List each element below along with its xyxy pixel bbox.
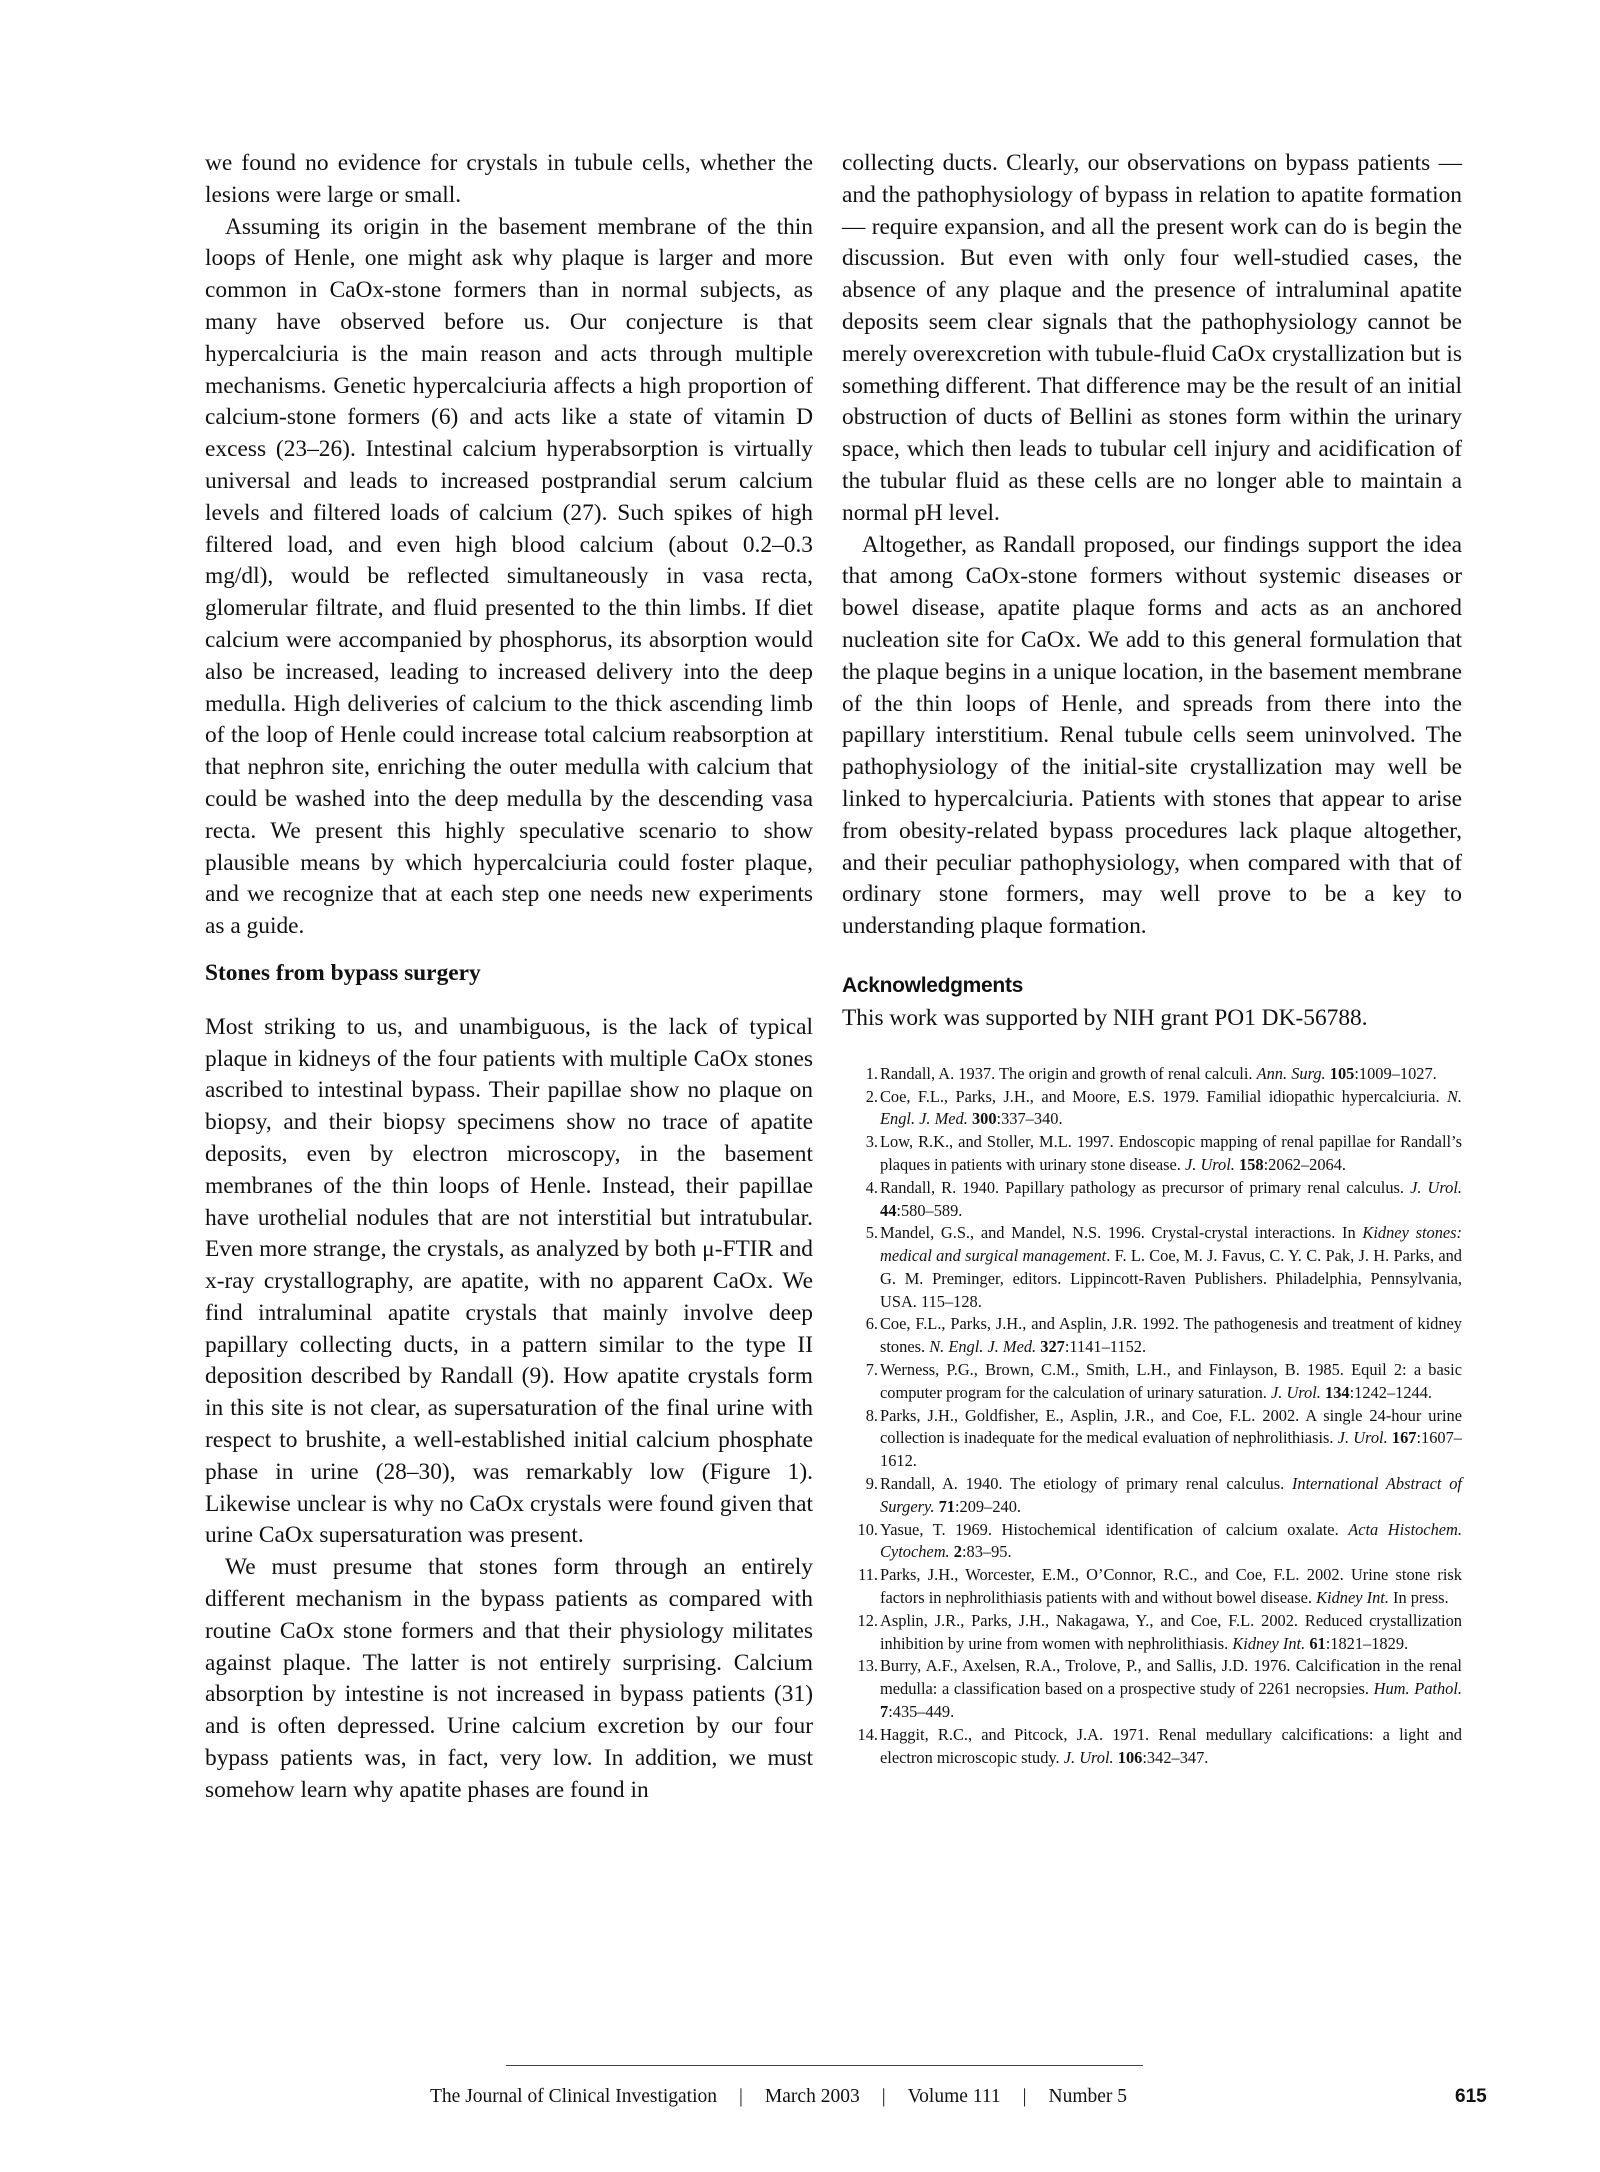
reference-authors-title: Low, R.K., and Stoller, M.L. 1997. Endoscopic mapping of renal papillae for Randall’s plaques in patients with urinary stone disease. (880, 1132, 1462, 1174)
body-paragraph: Assuming its origin in the basement membrane of the thin loops of Henle, one might ask why plaque is larger and more common in CaOx-stone formers than in normal subjects, as many have observed before us. Our conjecture is that hypercalciuria is the main reason and acts through multiple mechanisms. Genetic hypercalciuria affects a high proportion of calcium-stone formers (6) and acts like a state of vitamin D excess (23–26). Intestinal calcium hyperabsorption is virtually universal and leads to increased postprandial serum calcium levels and filtered loads of calcium (27). Such spikes of high filtered load, and even high blood calcium (about 0.2–0.3 mg/dl), would be reflected simultaneously in vasa recta, glomerular filtrate, and fluid presented to the thin limbs. If diet calcium were accompanied by phosphorus, its absorption would also be increased, leading to increased delivery into the deep medulla. High deliveries of calcium to the thick ascending limb of the loop of Henle could increase total calcium reabsorption at that nephron site, enriching the outer medulla with calcium that could be washed into the deep medulla by the descending vasa recta. We present this highly speculative scenario to show plausible means by which hypercalciuria could foster plaque, and we recognize that at each step one needs new experiments as a guide. (205, 213, 813, 940)
footer-separator: | (739, 2086, 743, 2107)
issue-number: Number 5 (1048, 2086, 1128, 2107)
reference-pages: :337–340. (996, 1109, 1063, 1129)
body-paragraph: collecting ducts. Clearly, our observations on bypass patients — and the pathophysiology of bypass in relation to apatite formation — require expansion, and all the present work can do is begin the discussion. But even with only four well-studied cases, the absence of any plaque and the presence of intraluminal apatite deposits seem clear signals that the pathophysiology cannot be merely overexcretion with tubule-fluid CaOx crystallization but is something different. That difference may be the result of an initial obstruction of ducts of Bellini as stones form within the urinary space, which then leads to tubular cell injury and acidification of the tubular fluid as these cells are no longer able to maintain a normal pH level. (842, 150, 1462, 526)
reference-number: 13. (857, 1656, 878, 1676)
reference-number: 14. (857, 1724, 878, 1744)
reference-authors-title: Haggit, R.C., and Pitcock, J.A. 1971. Renal medullary calcifications: a light and electron microscopic study. (880, 1724, 1462, 1767)
reference-number: 5. (865, 1223, 878, 1243)
volume-label: Volume 111 (907, 2086, 1001, 2107)
reference-item (842, 1655, 1462, 1723)
reference-item (842, 1086, 1462, 1132)
reference-item (842, 1564, 1462, 1610)
reference-authors-title: Asplin, J.R., Parks, J.H., Nakagawa, Y., and Coe, F.L. 2002. Reduced crystallization inhibition by urine from women with nephrolithiasis. (880, 1610, 1462, 1653)
reference-volume: 2 (953, 1542, 962, 1562)
reference-volume: 327 (1040, 1337, 1065, 1357)
reference-item (842, 1177, 1462, 1223)
acknowledgments-text: This work was supported by NIH grant PO1 DK-56788. (842, 1004, 1368, 1031)
reference-journal: N. Engl. J. Med. (880, 1086, 1462, 1129)
reference-journal: Hum. Pathol. (1373, 1679, 1462, 1699)
reference-authors-title: Mandel, G.S., and Mandel, N.S. 1996. Crystal-crystal interactions. In (880, 1223, 1363, 1243)
reference-number: 6. (865, 1314, 878, 1334)
reference-item (842, 1063, 1462, 1086)
reference-volume: 134 (1325, 1382, 1350, 1402)
reference-volume: 61 (1309, 1633, 1326, 1653)
page-number: 615 (1455, 2086, 1487, 2107)
reference-item (842, 1131, 1462, 1177)
reference-number: 8. (865, 1405, 878, 1425)
reference-volume: 7 (880, 1702, 889, 1722)
reference-pages: :2062–2064. (1263, 1154, 1347, 1174)
reference-pages: :1821–1829. (1325, 1633, 1409, 1653)
body-paragraph: we found no evidence for crystals in tubule cells, whether the lesions were large or small. (205, 150, 813, 208)
reference-list (842, 1063, 1462, 1770)
reference-journal: Ann. Surg. (1256, 1063, 1326, 1083)
footer-divider (506, 2065, 1143, 2066)
body-paragraph: Altogether, as Randall proposed, our findings support the idea that among CaOx-stone formers without systemic diseases or bowel disease, apatite plaque forms and acts as an anchored nucleation site for CaOx. We add to this general formulation that the plaque begins in a unique location, in the basement membrane of the thin loops of Henle, and spreads from there into the papillary interstitium. Renal tubule cells seem uninvolved. The pathophysiology of the initial-site crystallization may well be linked to hypercalciuria. Patients with stones that appear to arise from obesity-related bypass procedures lack plaque altogether, and their peculiar pathophysiology, when compared with that of ordinary stone formers, may well prove to be a key to understanding plaque formation. (842, 531, 1462, 940)
footer-separator: | (881, 2086, 886, 2107)
reference-volume: 167 (1391, 1428, 1417, 1448)
reference-journal: N. Engl. J. Med. (929, 1337, 1037, 1357)
reference-number: 2. (865, 1086, 878, 1106)
reference-number: 1. (865, 1063, 878, 1083)
reference-item (842, 1405, 1462, 1473)
reference-authors-title: Randall, R. 1940. Papillary pathology as precursor of primary renal calculus. (880, 1177, 1411, 1197)
reference-journal: Kidney Int. (1316, 1588, 1389, 1608)
reference-journal: International Abstract of Surgery. (880, 1474, 1462, 1516)
reference-item (842, 1519, 1462, 1565)
reference-pages: :209–240. (954, 1496, 1022, 1516)
reference-authors-title: Randall, A. 1940. The etiology of primary renal calculus. (880, 1474, 1292, 1494)
reference-item (842, 1359, 1462, 1405)
reference-authors-title: Randall, A. 1937. The origin and growth of renal calculi. (880, 1063, 1257, 1083)
reference-journal: J. Urol. (1063, 1747, 1114, 1767)
reference-volume: 158 (1239, 1154, 1264, 1174)
reference-pages: :435–449. (888, 1702, 955, 1722)
issue-date: March 2003 (764, 2086, 860, 2107)
reference-item (842, 1222, 1462, 1313)
reference-item (842, 1473, 1462, 1519)
running-footer (430, 2084, 1230, 2110)
reference-number: 7. (865, 1360, 878, 1380)
reference-number: 4. (865, 1177, 878, 1197)
journal-name: The Journal of Clinical Investigation (430, 2086, 718, 2107)
left-column (205, 148, 813, 1807)
reference-journal: Acta Histochem. Cytochem. (880, 1519, 1462, 1562)
reference-pages: :580–589. (896, 1200, 963, 1220)
reference-authors-title: Burry, A.F., Axelsen, R.A., Trolove, P., and Sallis, J.D. 1976. Calcification in the renal medulla: a classification based on a prospective study of 2261 necropsies. (880, 1656, 1462, 1699)
reference-pages: :1242–1244. (1349, 1382, 1433, 1402)
reference-pages: :1607–1612. (880, 1428, 1462, 1471)
reference-authors-title: Yasue, T. 1969. Histochemical identification of calcium oxalate. (880, 1519, 1349, 1539)
reference-number: 10. (857, 1519, 878, 1539)
reference-number: 12. (857, 1610, 878, 1630)
reference-pages: . F. L. Coe, M. J. Favus, C. Y. C. Pak, J. H. Parks, and G. M. Preminger, editors. Lippincott-Raven Publishers. Philadelphia, Pennsylvania, USA. 115–128. (880, 1246, 1463, 1311)
reference-volume: 106 (1117, 1747, 1143, 1767)
reference-pages: :342–347. (1142, 1747, 1209, 1767)
reference-authors-title: Parks, J.H., Goldfisher, E., Asplin, J.R., and Coe, F.L. 2002. A single 24-hour urine collection is inadequate for the medical evaluation of nephrolithiasis. (880, 1405, 1462, 1448)
body-paragraph: Most striking to us, and unambiguous, is the lack of typical plaque in kidneys of the four patients with multiple CaOx stones ascribed to intestinal bypass. Their papillae show no plaque on biopsy, and their biopsy specimens show no trace of apatite deposits, even by electron microscopy, in the basement membranes of the thin loops of Henle. Instead, their papillae have urothelial nodules that are not interstitial but intratubular. Even more strange, the crystals, as analyzed by both μ-FTIR and x-ray crystallography, are apatite, with no apparent CaOx. We find intraluminal apatite crystals that mainly involve deep papillary collecting ducts, in a pattern similar to the type II deposition described by Randall (9). How apatite crystals form in this site is not clear, as supersaturation of the final urine with respect to brushite, a well-established initial calcium phosphate phase in urine (28–30), was remarkably low (Figure 1). Likewise unclear is why no CaOx crystals were found given that urine CaOx supersaturation was present. (205, 1013, 813, 1549)
acknowledgments-heading: Acknowledgments (842, 973, 1024, 997)
reference-volume: 300 (971, 1109, 997, 1129)
reference-volume: 105 (1329, 1063, 1355, 1083)
reference-number: 9. (865, 1474, 878, 1494)
reference-item (842, 1724, 1462, 1770)
reference-journal: J. Urol. (1184, 1154, 1235, 1174)
section-heading: Stones from bypass surgery (205, 959, 481, 986)
reference-pages: :1009–1027. (1354, 1063, 1437, 1083)
reference-pages: :1141–1152. (1064, 1337, 1147, 1357)
footer-separator: | (1022, 2086, 1027, 2107)
reference-authors-title: Parks, J.H., Worcester, E.M., O’Connor, R.C., and Coe, F.L. 2002. Urine stone risk factors in nephrolithiasis patients with and without bowel disease. (880, 1565, 1462, 1608)
reference-journal: Kidney Int. (1232, 1633, 1306, 1653)
right-column (842, 148, 1462, 1769)
reference-authors-title: Coe, F.L., Parks, J.H., and Asplin, J.R. 1992. The pathogenesis and treatment of kidney stones. (880, 1314, 1462, 1357)
reference-volume: 71 (938, 1496, 955, 1516)
reference-number: 3. (865, 1132, 878, 1152)
reference-pages: In press. (1388, 1588, 1449, 1608)
reference-authors-title: Coe, F.L., Parks, J.H., and Moore, E.S. 1979. Familial idiopathic hypercalciuria. (880, 1086, 1447, 1106)
reference-journal: Kidney stones: medical and surgical management (880, 1223, 1462, 1266)
reference-journal: J. Urol. (1337, 1428, 1388, 1448)
reference-number: 11. (858, 1565, 878, 1585)
reference-journal: J. Urol. (1410, 1177, 1462, 1197)
reference-pages: :83–95. (961, 1542, 1012, 1562)
reference-volume: 44 (880, 1200, 897, 1220)
reference-journal: J. Urol. (1270, 1382, 1321, 1402)
reference-item (842, 1610, 1462, 1656)
reference-item (842, 1313, 1462, 1359)
body-paragraph: We must presume that stones form through an entirely different mechanism in the bypass patients as compared with routine CaOx stone formers and that their physiology militates against plaque. The latter is not entirely surprising. Calcium absorption by intestine is not increased in bypass patients (31) and is often depressed. Urine calcium excretion by our four bypass patients was, in fact, very low. In addition, we must somehow learn why apatite phases are found in (205, 1554, 813, 1803)
reference-authors-title: Werness, P.G., Brown, C.M., Smith, L.H., and Finlayson, B. 1985. Equil 2: a basic computer program for the calculation of urinary saturation. (880, 1360, 1462, 1402)
